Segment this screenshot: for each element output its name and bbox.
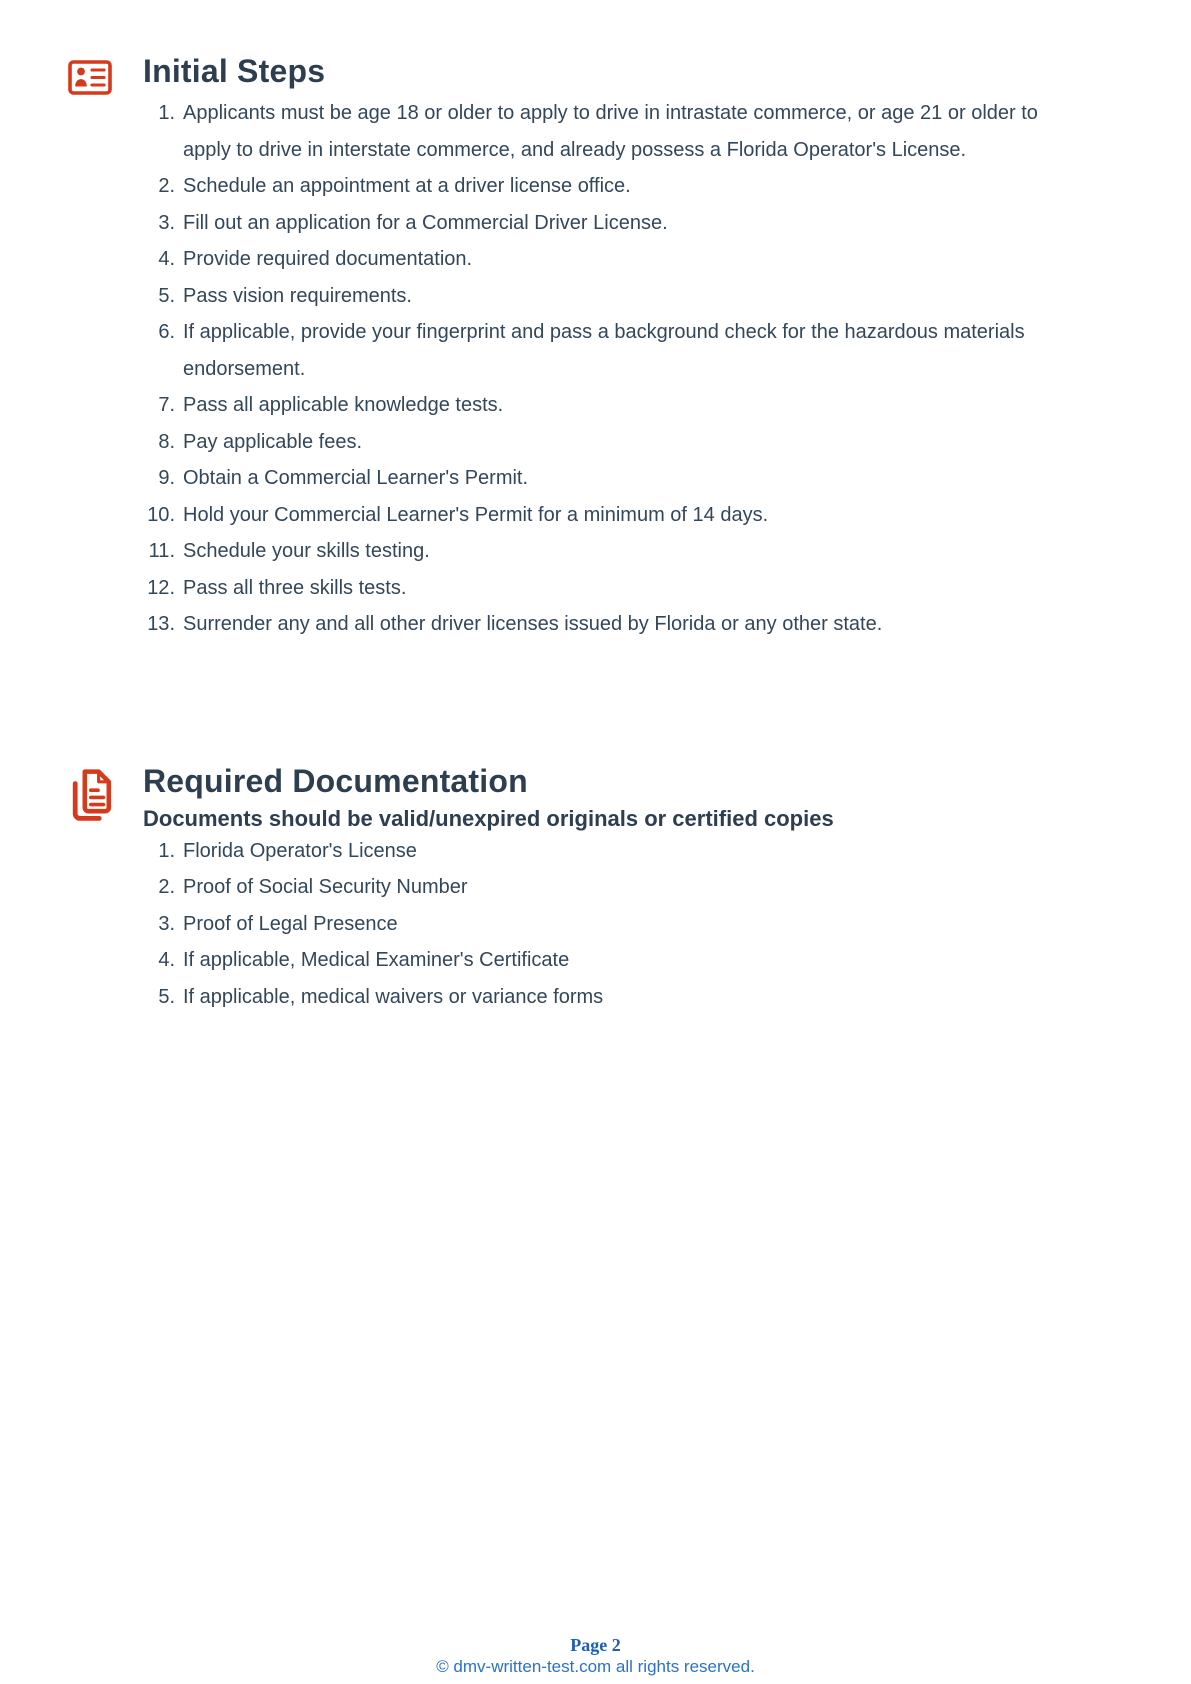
page-number: Page 2 bbox=[570, 1635, 621, 1655]
list-item: Pass vision requirements. bbox=[183, 284, 412, 307]
list-item: Surrender any and all other driver licenses issued by Florida or any other state. bbox=[183, 613, 883, 635]
section-initial-steps-header bbox=[68, 52, 1123, 95]
list-item: Schedule an appointment at a driver license office. bbox=[183, 175, 631, 197]
list-item: Proof of Social Security Number bbox=[183, 876, 468, 898]
list-item: Applicants must be age 18 or older to apply to drive in intrastate commerce, or age 21 or older to apply to drive in interstate commerce, and already possess a Florida Operator's License. bbox=[183, 102, 1038, 161]
list-item: Obtain a Commercial Learner's Permit. bbox=[183, 467, 529, 489]
page-footer bbox=[0, 1634, 1191, 1678]
list-item: Schedule your skills testing. bbox=[183, 540, 430, 562]
list-item: Pass all applicable knowledge tests. bbox=[183, 394, 504, 416]
list-item: Pay applicable fees. bbox=[183, 430, 363, 453]
section-initial-steps bbox=[68, 52, 1123, 643]
list-item: Provide required documentation. bbox=[183, 248, 473, 270]
initial-steps-list bbox=[68, 95, 1043, 643]
copyright-text: © dmv-written-test.com all rights reserved. bbox=[436, 1657, 755, 1676]
section-initial-steps-header-text bbox=[143, 52, 325, 90]
list-item: Fill out an application for a Commercial Driver License. bbox=[183, 211, 668, 234]
section-required-documentation bbox=[68, 762, 1123, 1016]
section-required-documentation-header-text bbox=[143, 762, 834, 833]
list-item: If applicable, Medical Examiner's Certificate bbox=[183, 949, 570, 971]
documents-icon bbox=[68, 768, 116, 828]
list-item: Pass all three skills tests. bbox=[183, 576, 407, 599]
list-item: Florida Operator's License bbox=[183, 839, 417, 862]
list-item: Hold your Commercial Learner's Permit for a minimum of 14 days. bbox=[183, 503, 769, 526]
section-title-required-documentation: Required Documentation bbox=[143, 762, 528, 799]
section-required-documentation-header bbox=[68, 762, 1123, 833]
list-item: If applicable, provide your fingerprint and pass a background check for the hazardous materials endorsement. bbox=[183, 321, 1025, 380]
section-subtitle-required-documentation: Documents should be valid/unexpired originals or certified copies bbox=[143, 805, 834, 831]
list-item: If applicable, medical waivers or variance forms bbox=[183, 985, 604, 1008]
section-title-initial-steps: Initial Steps bbox=[143, 53, 326, 89]
list-item: Proof of Legal Presence bbox=[183, 912, 398, 935]
required-documentation-list bbox=[68, 833, 1043, 1016]
id-card-icon bbox=[68, 60, 112, 95]
